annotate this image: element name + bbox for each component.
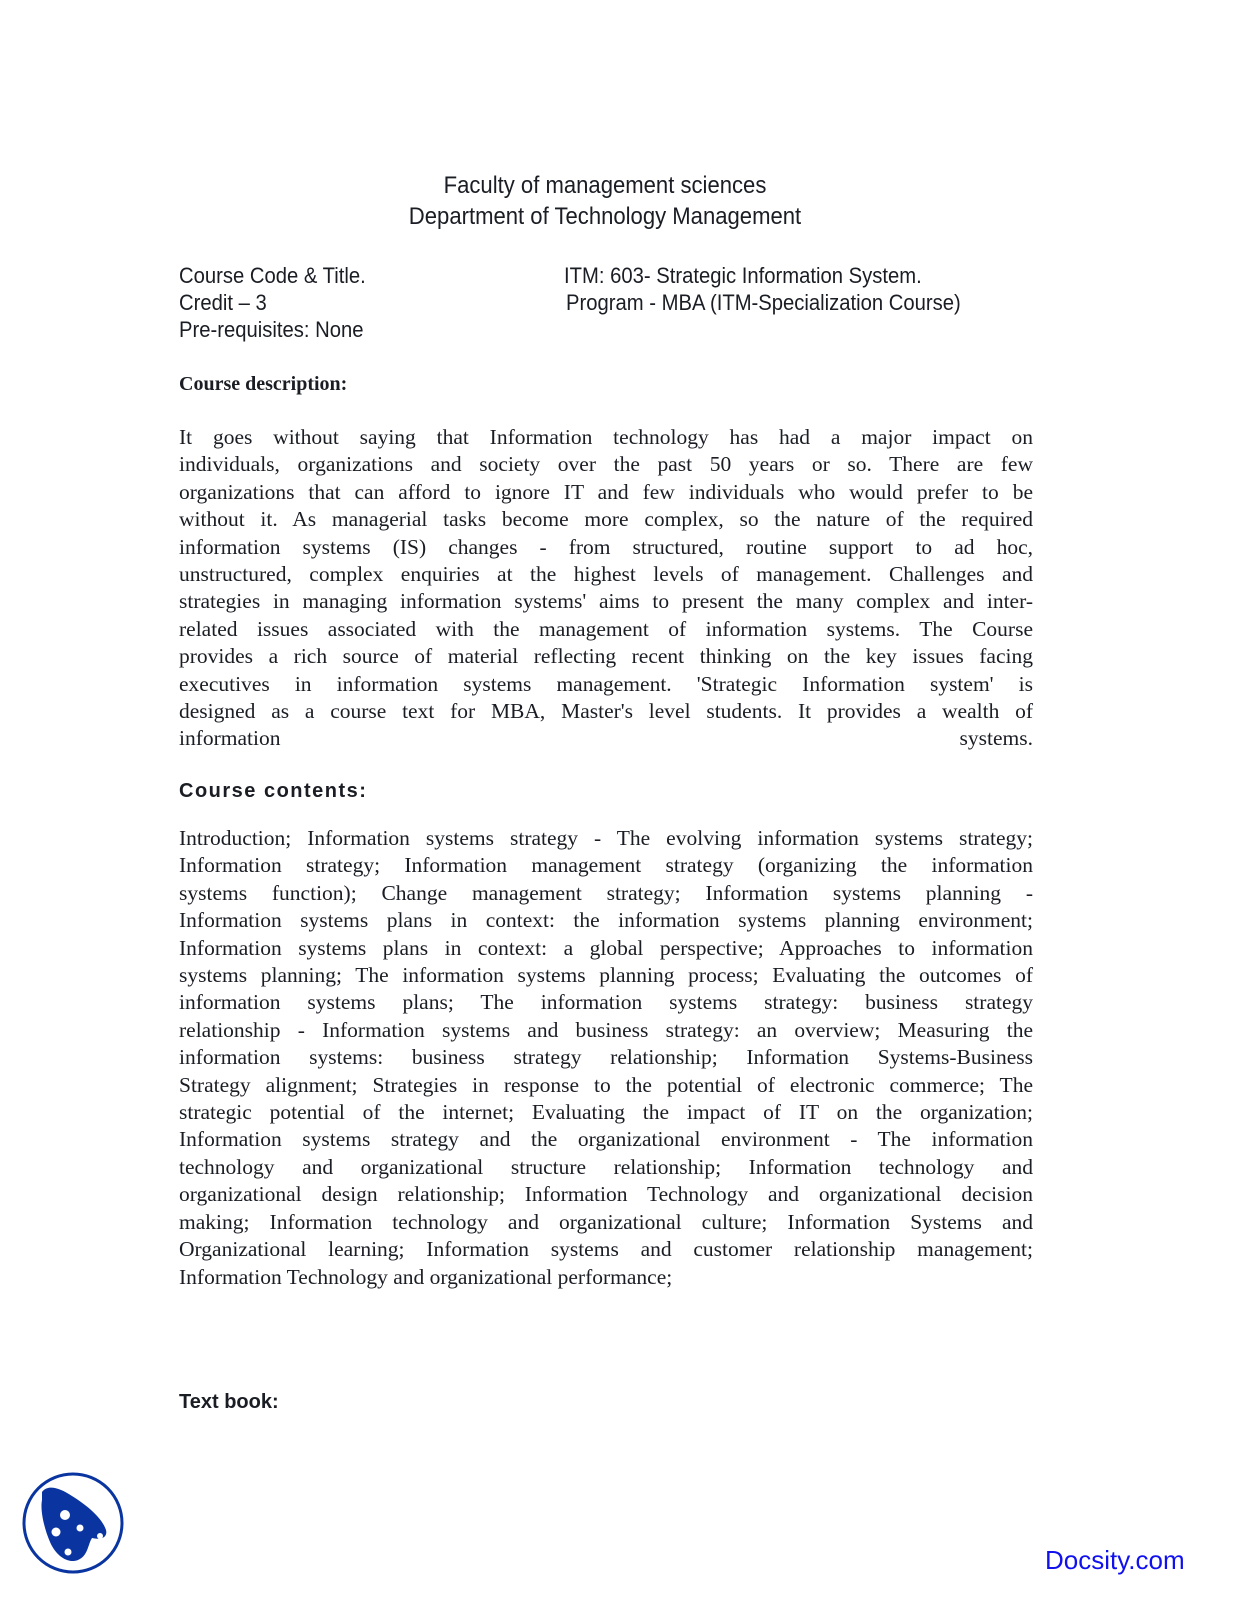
contents-line: information systems plans; The information systems strategy: business strategy	[179, 990, 1033, 1015]
description-line: without it. As managerial tasks become more complex, so the nature of the required	[179, 507, 1033, 532]
course-code-label: Course Code & Title.	[179, 263, 366, 288]
department-title: Department of Technology Management	[408, 203, 802, 230]
contents-line: Information strategy; Information management strategy (organizing the information	[179, 853, 1033, 878]
contents-line: making; Information technology and organizational culture; Information Systems and	[179, 1209, 1033, 1234]
description-line: provides a rich source of material reflecting recent thinking on the key issues facing	[179, 644, 1033, 669]
contents-line: Strategy alignment; Strategies in response to the potential of electronic commerce; The	[179, 1072, 1033, 1097]
contents-line: relationship - Information systems and business strategy: an overview; Measuring the	[179, 1017, 1033, 1042]
contents-line: Introduction; Information systems strategy - The evolving information systems strategy;	[179, 826, 1033, 850]
description-line: information systems (IS) changes - from structured, routine support to ad hoc,	[179, 534, 1033, 559]
course-description-body	[179, 424, 1033, 753]
faculty-title: Faculty of management sciences	[443, 172, 767, 199]
contents-line: organizational design relationship; Information Technology and organizational decision	[179, 1182, 1033, 1207]
textbook-heading: Text book:	[179, 1391, 279, 1413]
docsity-logo-icon[interactable]	[20, 1470, 126, 1576]
contents-line: Organizational learning; Information systems and customer relationship management;	[179, 1237, 1033, 1262]
contents-line: information systems: business strategy relationship; Information Systems-Business	[179, 1045, 1033, 1070]
contents-line: systems planning; The information systems planning process; Evaluating the outcomes of	[179, 963, 1033, 988]
description-line: unstructured, complex enquiries at the highest levels of management. Challenges and	[179, 562, 1033, 587]
prerequisites-label: Pre-requisites: None	[179, 317, 364, 342]
contents-line: systems function); Change management strategy; Information systems planning -	[179, 880, 1033, 905]
contents-line: Information systems plans in context: a global perspective; Approaches to information	[179, 935, 1033, 960]
credit-label: Credit – 3	[179, 290, 267, 315]
program-value: Program - MBA (ITM-Specialization Course)	[566, 290, 961, 315]
description-line: information systems.	[179, 726, 1033, 751]
description-line: individuals, organizations and society over the past 50 years or so. There are few	[179, 452, 1033, 477]
description-line: It goes without saying that Information technology has had a major impact on	[179, 425, 1033, 449]
contents-line: Information systems strategy and the organizational environment - The information	[179, 1127, 1033, 1152]
contents-line: Information Technology and organizational performance;	[179, 1264, 673, 1289]
course-contents-body	[179, 825, 1033, 1291]
contents-line: technology and organizational structure relationship; Information technology and	[179, 1154, 1033, 1179]
description-line: designed as a course text for MBA, Master's level students. It provides a wealth of	[179, 699, 1033, 724]
course-description-heading: Course description:	[179, 373, 348, 395]
description-line: related issues associated with the management of information systems. The Course	[179, 616, 1033, 641]
course-code-value: ITM: 603- Strategic Information System.	[564, 263, 922, 288]
contents-line: Information systems plans in context: the information systems planning environment;	[179, 908, 1033, 933]
docsity-brand-link[interactable]: Docsity.com	[1045, 1545, 1185, 1575]
contents-line: strategic potential of the internet; Evaluating the impact of IT on the organization;	[179, 1100, 1033, 1125]
course-contents-heading: Course contents:	[179, 780, 368, 802]
description-line: executives in information systems management. 'Strategic Information system' is	[179, 671, 1033, 696]
description-line: strategies in managing information systems' aims to present the many complex and inter-	[179, 589, 1033, 614]
description-line: organizations that can afford to ignore IT and few individuals who would prefer to be	[179, 479, 1033, 504]
